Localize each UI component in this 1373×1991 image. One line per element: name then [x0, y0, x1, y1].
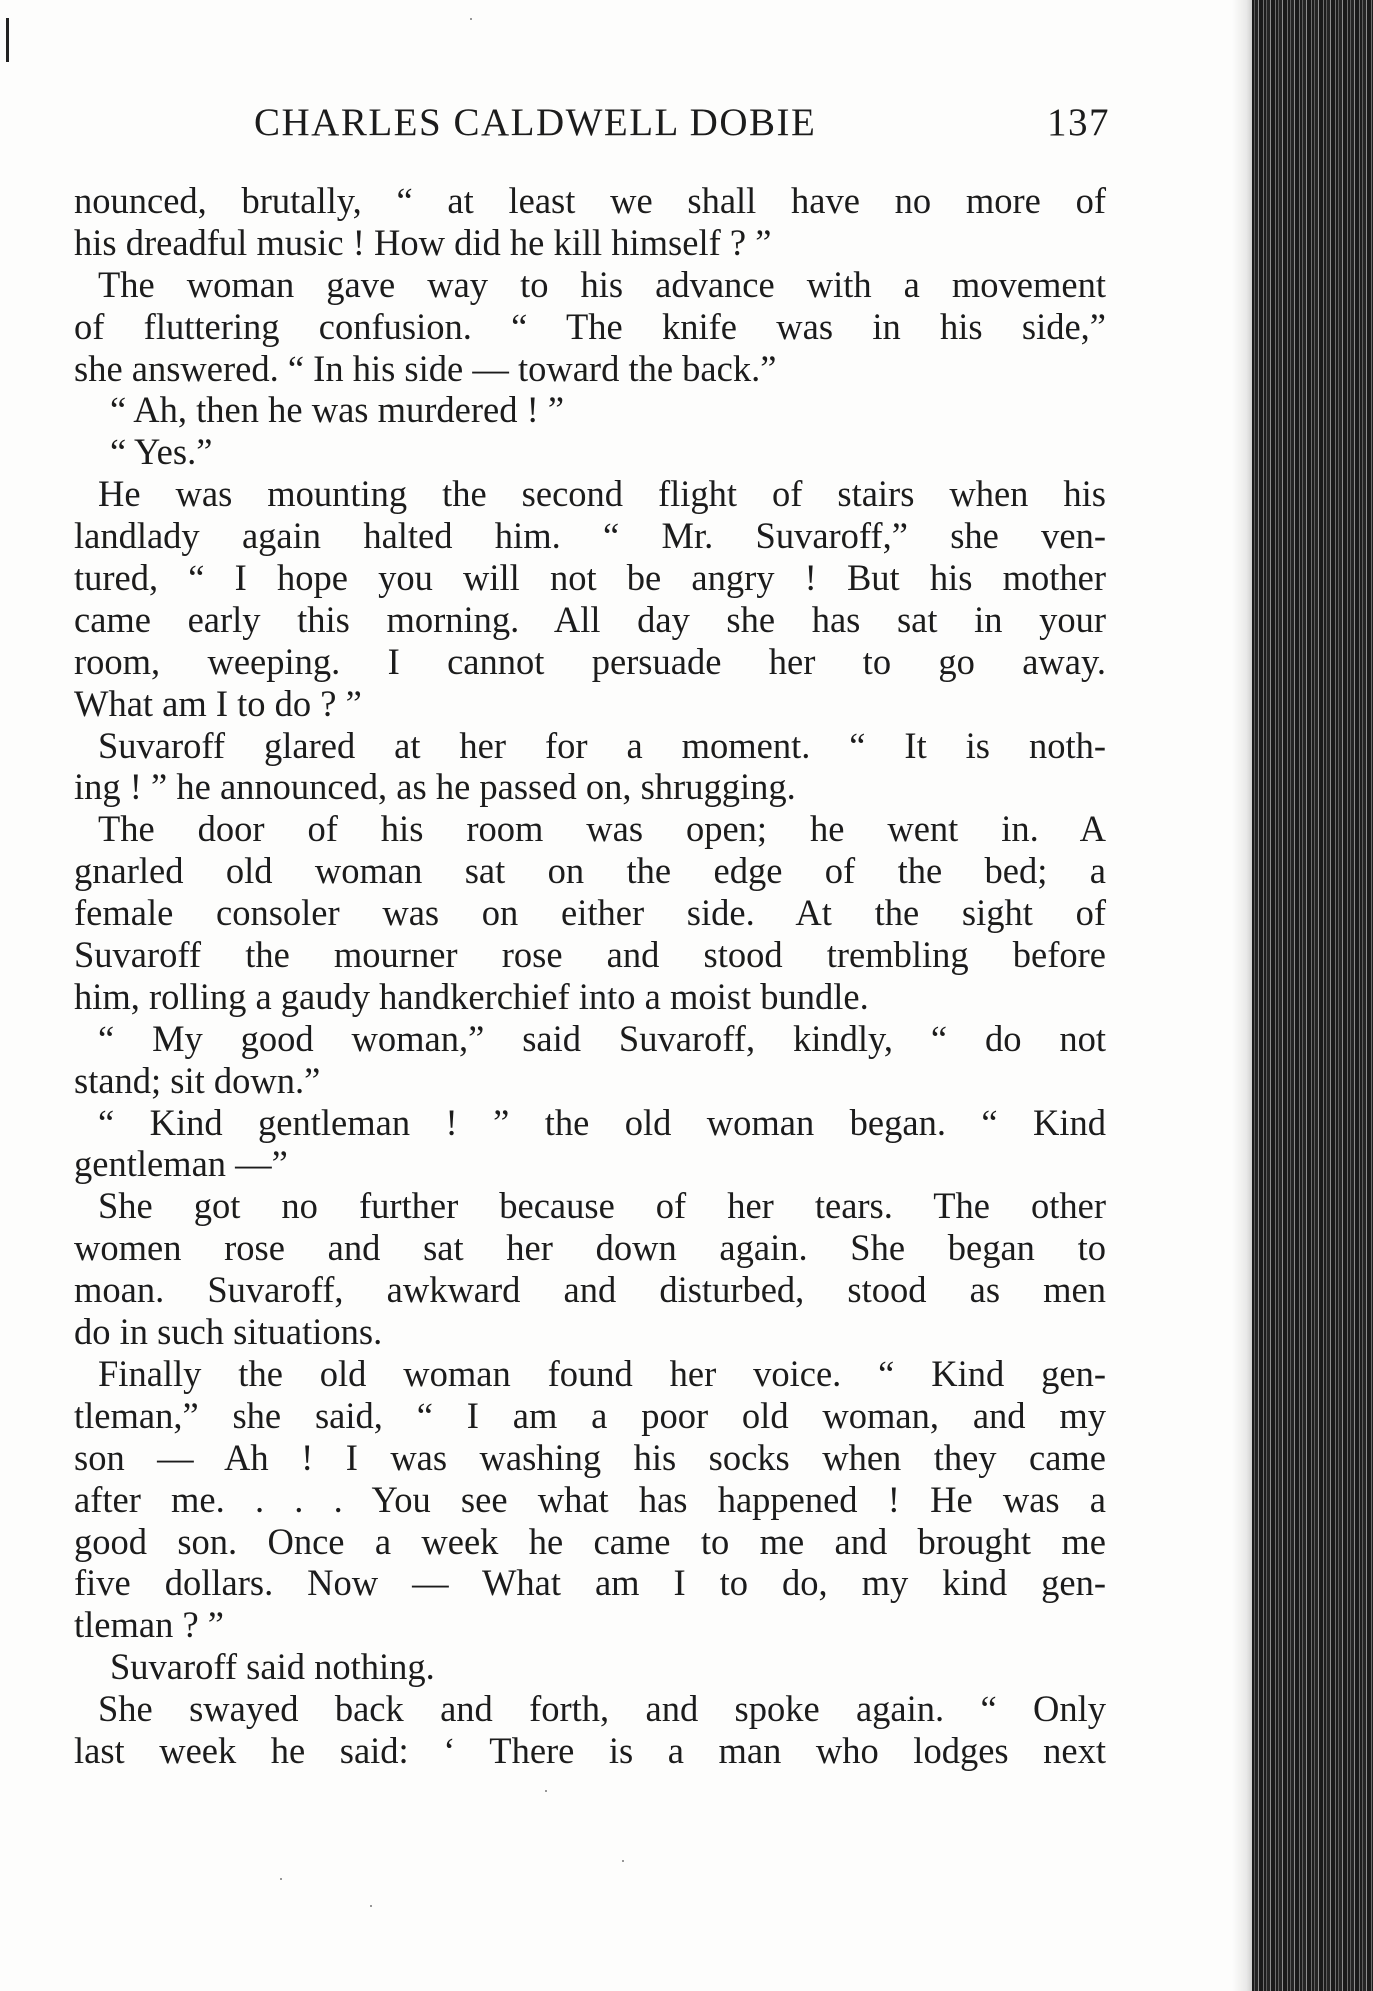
text-line: she answered. “ In his side — toward the back.” — [74, 347, 777, 389]
text-line: room, weeping. I cannot persuade her to go away. — [74, 640, 1106, 682]
text-line: came early this morning. All day she has sat in your — [74, 598, 1106, 640]
paper-speck — [470, 18, 472, 20]
text-line: The door of his room was open; he went in. A — [98, 808, 1106, 850]
text-line: of fluttering confusion. “ The knife was in his side,” — [74, 305, 1106, 347]
text-line: after me. . . . You see what has happened ! He was a — [74, 1478, 1106, 1520]
text-line: last week he said: ‘ There is a man who lodges next — [74, 1729, 1106, 1771]
text-line: his dreadful music ! How did he kill himself ? ” — [74, 221, 772, 263]
body-text — [74, 180, 1106, 1772]
text-line: Suvaroff the mourner rose and stood trembling before — [74, 934, 1106, 976]
paper-speck — [370, 1905, 372, 1907]
text-line: tured, “ I hope you will not be angry ! But his mother — [74, 557, 1106, 599]
running-title: CHARLES CALDWELL DOBIE — [254, 101, 817, 144]
paper-speck — [280, 1878, 282, 1880]
text-line: “ My good woman,” said Suvaroff, kindly, “ do not — [98, 1017, 1106, 1059]
page-edge-binding — [1252, 0, 1373, 1991]
text-line: five dollars. Now — What am I to do, my kind gen- — [74, 1562, 1106, 1604]
text-line: female consoler was on either side. At the sight of — [74, 892, 1106, 934]
text-line: moan. Suvaroff, awkward and disturbed, stood as men — [74, 1269, 1106, 1311]
running-head — [254, 100, 1110, 150]
text-line: “ Kind gentleman ! ” the old woman began. “ Kind — [98, 1101, 1106, 1143]
text-line: ing ! ” he announced, as he passed on, shrugging. — [74, 766, 796, 808]
text-line: tleman,” she said, “ I am a poor old woman, and my — [74, 1394, 1106, 1436]
text-line: him, rolling a gaudy handkerchief into a moist bundle. — [74, 975, 869, 1017]
text-line: women rose and sat her down again. She began to — [74, 1227, 1106, 1269]
text-line: tleman ? ” — [74, 1604, 224, 1646]
text-line: Suvaroff said nothing. — [110, 1646, 435, 1688]
text-line: good son. Once a week he came to me and brought me — [74, 1520, 1106, 1562]
text-line: gentleman —” — [74, 1143, 288, 1185]
text-line: gnarled old woman sat on the edge of the bed; a — [74, 850, 1106, 892]
text-line: He was mounting the second flight of stairs when his — [98, 473, 1106, 515]
text-line: The woman gave way to his advance with a movement — [98, 263, 1106, 305]
text-line: landlady again halted him. “ Mr. Suvaroff,” she ven- — [74, 515, 1106, 557]
text-line: son — Ah ! I was washing his socks when they came — [74, 1436, 1106, 1478]
text-line: She swayed back and forth, and spoke again. “ Only — [98, 1688, 1106, 1730]
text-line: do in such situations. — [74, 1311, 383, 1353]
paper-speck — [545, 1790, 547, 1792]
text-line: Suvaroff glared at her for a moment. “ It is noth- — [98, 724, 1106, 766]
page-number: 137 — [1047, 101, 1110, 144]
text-line: What am I to do ? ” — [74, 682, 362, 724]
text-line: “ Yes.” — [110, 431, 213, 473]
text-line: stand; sit down.” — [74, 1059, 321, 1101]
text-line: nounced, brutally, “ at least we shall have no more of — [74, 180, 1106, 221]
margin-mark — [6, 18, 9, 62]
text-line: “ Ah, then he was murdered ! ” — [110, 389, 565, 431]
text-line: She got no further because of her tears. The other — [98, 1185, 1106, 1227]
paper-speck — [622, 1860, 624, 1862]
text-line: Finally the old woman found her voice. “ Kind gen- — [98, 1352, 1106, 1394]
